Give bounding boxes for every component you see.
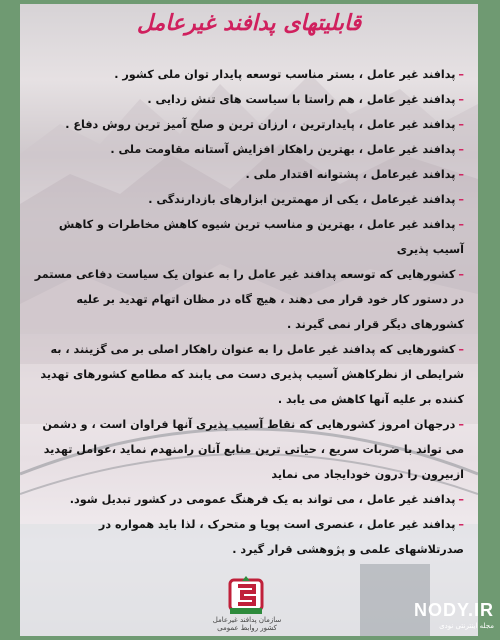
bullet-dash-icon: – <box>458 143 464 156</box>
list-item: –کشورهایی که پدافند غیر عامل را به عنوان راهکار اصلی بر می گزینند ، به شرایطی از نظرکاهش آسیب پذیری دست می یابند که مطامع کشورهای تهدید کننده بر علیه آنها کاهش می یابد . <box>40 343 464 406</box>
bullet-dash-icon: – <box>458 418 464 431</box>
bullet-dash-icon: – <box>458 93 464 106</box>
list-item: –پدافند غیر عامل ، عنصری است پویا و متحرک ، لذا باید همواره در صدرتلاشهای علمی و پژوهشی قرار گیرد . <box>98 518 464 556</box>
poster-title: قابلیتهای پدافند غیرعامل <box>136 10 362 36</box>
list-item: –پدافند غیر عامل ، بستر مناسب توسعه پایدار توان ملی کشور . <box>114 68 464 81</box>
content-list <box>34 62 464 562</box>
list-item: –پدافند غیر عامل ، بهترین و مناسب ترین شیوه کاهش مخاطرات و کاهش آسیب پذیری <box>58 218 464 256</box>
list-item: –پدافند غیر عامل ، هم راستا با سیاست های تنش زدایی . <box>147 93 464 106</box>
list-item: –پدافند غیرعامل ، پشتوانه اقتدار ملی . <box>245 168 464 181</box>
bullet-dash-icon: – <box>458 268 464 281</box>
watermark-text: NODY.IR <box>413 600 494 620</box>
list-item: –پدافند غیر عامل ، بهترین راهکار افزایش آستانه مقاومت ملی . <box>110 143 464 156</box>
logo-caption: سازمان پدافند غیرعامل کشور روابط عمومی <box>212 616 282 632</box>
bullet-dash-icon: – <box>458 343 464 356</box>
list-item: –پدافند غیر عامل ، می تواند به یک فرهنگ عمومی در کشور تبدیل شود. <box>69 493 464 506</box>
poster <box>20 4 478 636</box>
watermark-subtext: مجله اینترنتی نودی <box>439 622 494 630</box>
site-watermark <box>404 600 498 636</box>
bullet-dash-icon: – <box>458 218 464 231</box>
list-item: –پدافند غیرعامل ، یکی از مهمترین ابزارهای بازدارندگی . <box>148 193 464 206</box>
bullet-dash-icon: – <box>458 193 464 206</box>
bullet-dash-icon: – <box>458 168 464 181</box>
list-item: –کشورهایی که توسعه پدافند غیر عامل را به عنوان یک سیاست دفاعی مستمر در دستور کار خود قرار می دهند ، هیچ گاه در مظان اتهام تهدید بر علیه کشورهای دیگر قرار نمی گیرند . <box>34 268 464 331</box>
list-item: –درجهان امروز کشورهایی که نقاط آسیب پذیری آنها فراوان است ، و دشمن می تواند با ضربات سریع ، حیاتی ترین منابع آنان رامنهدم نماید ،عوامل تهدید ازبیرون را درون خودایجاد می نماید <box>42 418 464 481</box>
bullet-dash-icon: – <box>458 493 464 506</box>
list-item: –پدافند غیر عامل ، پایدارترین ، ارزان ترین و صلح آمیز ترین روش دفاع . <box>65 118 464 131</box>
bullet-dash-icon: – <box>458 118 464 131</box>
bullet-dash-icon: – <box>458 518 464 531</box>
bullet-dash-icon: – <box>458 68 464 81</box>
